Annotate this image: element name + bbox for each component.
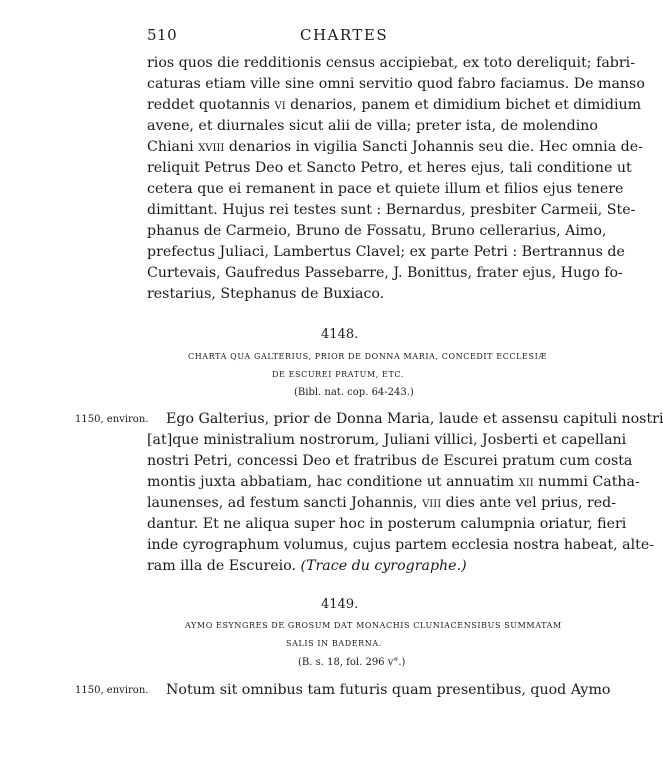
text-line: dantur. Et ne aliqua super hoc in posterum calumpnia oriatur, fieri xyxy=(147,516,627,532)
text-line: dimittant. Hujus rei testes sunt : Bernardus, presbiter Carmeii, Ste- xyxy=(147,202,636,218)
text-line xyxy=(147,473,640,491)
text-segment: dies ante vel prius, red- xyxy=(441,495,617,511)
text-segment: montis juxta abbatiam, hac conditione ut annuatim xyxy=(147,474,519,490)
margin-date: 1150, environ. xyxy=(75,414,149,425)
text-line: restarius, Stephanus de Buxiaco. xyxy=(147,286,385,302)
text-segment: Chiani xyxy=(147,139,199,155)
charter-source: (Bibl. nat. cop. 64-243.) xyxy=(294,387,414,398)
text-line xyxy=(147,96,641,114)
text-line: prefectus Juliaci, Lambertus Clavel; ex parte Petri : Bertrannus de xyxy=(147,244,625,260)
roman-numeral: viii xyxy=(422,495,442,511)
page-number: 510 xyxy=(147,26,178,44)
running-title: CHARTES xyxy=(300,26,389,44)
text-line xyxy=(147,557,467,575)
charter-title: CHARTA QUA GALTERIUS, PRIOR DE DONNA MARIA, CONCEDIT ECCLESIÆ xyxy=(188,352,547,361)
charter-title: SALIS IN BADERNA. xyxy=(286,639,382,648)
text-line: avene, et diurnales sicut alii de villa; preter ista, de molendino xyxy=(147,118,598,134)
text-segment: launenses, ad festum sancti Johannis, xyxy=(147,495,423,511)
text-line: reliquit Petrus Deo et Sancto Petro, et heres ejus, tali conditione ut xyxy=(147,160,632,176)
text-line: Notum sit omnibus tam futuris quam presentibus, quod Aymo xyxy=(166,682,611,698)
margin-date: 1150, environ. xyxy=(75,685,149,696)
text-line: phanus de Carmeio, Bruno de Fossatu, Bruno cellerarius, Aimo, xyxy=(147,223,607,239)
text-line: [at]que ministralium nostrorum, Juliani villici, Josberti et capellani xyxy=(147,432,627,448)
italic-note: (Trace du cyrographe.) xyxy=(300,558,467,574)
text-line: nostri Petri, concessi Deo et fratribus de Escurei pratum cum costa xyxy=(147,453,633,469)
roman-numeral: xviii xyxy=(198,139,225,155)
text-line: rios quos die redditionis census accipiebat, ex toto dereliquit; fabri- xyxy=(147,55,635,71)
charter-number: 4148. xyxy=(321,327,359,342)
text-line xyxy=(147,494,616,512)
roman-numeral: xii xyxy=(518,474,534,490)
text-line: inde cyrographum volumus, cujus partem ecclesia nostra habeat, alte- xyxy=(147,537,655,553)
charter-title: DE ESCUREI PRATUM, ETC. xyxy=(272,370,405,379)
text-line: caturas etiam ville sine omni servitio quod fabro faciamus. De manso xyxy=(147,76,645,92)
charter-title: AYMO ESYNGRES DE GROSUM DAT MONACHIS CLUNIACENSIBUS SUMMATAM xyxy=(185,621,562,630)
text-segment: reddet quotannis xyxy=(147,97,275,113)
roman-numeral: vi xyxy=(274,97,286,113)
text-line: Ego Galterius, prior de Donna Maria, laude et assensu capituli nostri xyxy=(166,411,663,427)
text-line: cetera que ei remanent in pace et quiete illum et filios ejus tenere xyxy=(147,181,624,197)
text-segment: denarios in vigilia Sancti Johannis seu die. Hec omnia de- xyxy=(224,139,643,155)
text-line: Curtevais, Gaufredus Passebarre, J. Bonittus, frater ejus, Hugo fo- xyxy=(147,265,623,281)
text-segment: ram illa de Escureio. xyxy=(147,558,301,574)
text-segment: nummi Catha- xyxy=(533,474,640,490)
text-segment: denarios, panem et dimidium bichet et dimidium xyxy=(285,97,642,113)
charter-number: 4149. xyxy=(321,597,359,612)
charter-source: (B. s. 18, fol. 296 v°.) xyxy=(298,657,406,668)
text-line xyxy=(147,138,643,156)
